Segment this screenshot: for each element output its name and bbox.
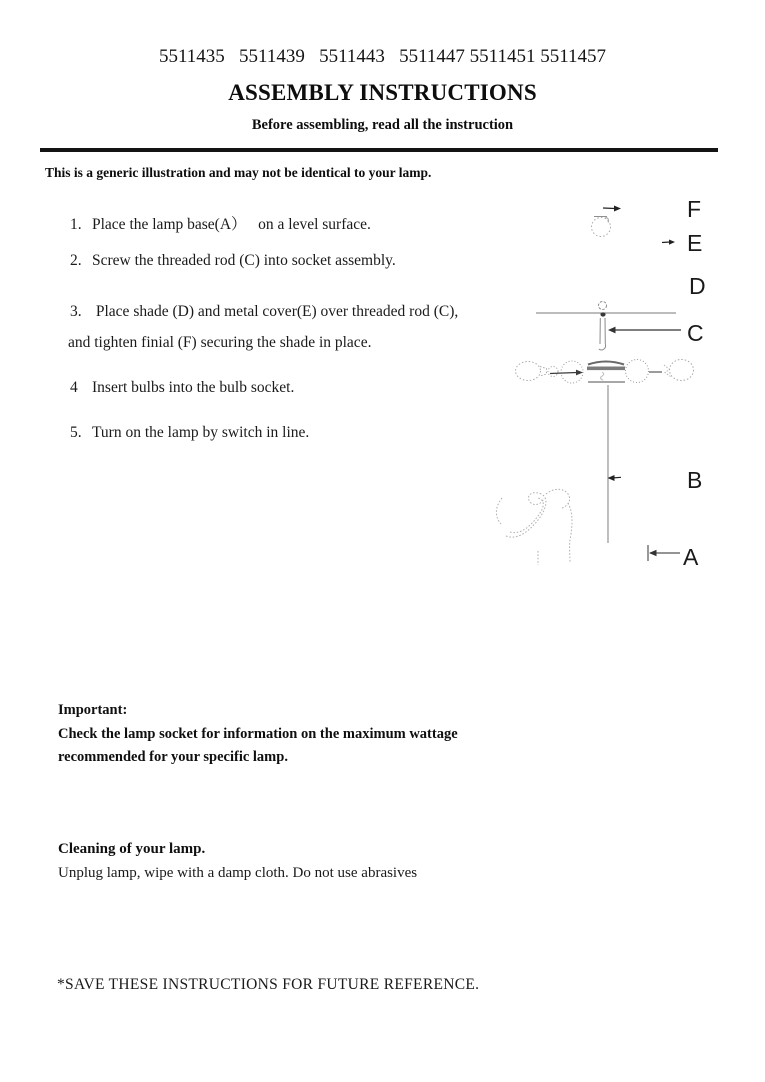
page-title: ASSEMBLY INSTRUCTIONS (228, 80, 537, 105)
pole-callout-arrow (608, 475, 622, 481)
step-3-text: Place shade (D) and metal cover(E) over threaded rod (C), (92, 303, 459, 320)
step-5-text: Turn on the lamp by switch in line. (92, 424, 310, 441)
step-3 (70, 303, 458, 321)
step-3-number: 3. (70, 303, 82, 320)
step-3-continued: and tighten finial (F) securing the shade in place. (68, 334, 372, 351)
cleaning-section (58, 838, 417, 885)
important-heading: Important: (58, 702, 128, 718)
finial-sketch (592, 217, 611, 237)
important-line-1: Check the lamp socket for information on the maximum wattage (58, 725, 458, 742)
cleaning-heading: Cleaning of your lamp. (58, 841, 206, 857)
step-2-text: Screw the threaded rod (C) into socket assembly. (92, 252, 396, 269)
cleaning-text: Unplug lamp, wipe with a damp cloth. Do not use abrasives (58, 864, 418, 881)
metal-cover-callout-arrow (662, 240, 675, 245)
center-cover-sketch (587, 362, 662, 383)
part-label-a: A (683, 544, 699, 570)
base-callout-arrow (648, 545, 680, 561)
save-instructions-note: *SAVE THESE INSTRUCTIONS FOR FUTURE REFERENCE. (57, 976, 480, 993)
threaded-rod-callout-arrow (608, 327, 681, 334)
step-1-number: 1. (70, 216, 82, 233)
generic-illustration-notice: This is a generic illustration and may not be identical to your lamp. (45, 165, 432, 180)
page-subtitle: Before assembling, read all the instruction (251, 117, 514, 133)
step-4-text: Insert bulbs into the bulb socket. (92, 379, 295, 396)
part-label-b: B (687, 467, 703, 493)
part-label-e: E (687, 230, 703, 256)
lamp-exploded-diagram (488, 188, 718, 583)
threaded-rod-sketch (599, 302, 607, 350)
part-label-f: F (687, 196, 702, 222)
step-4-number: 4 (70, 379, 78, 396)
important-line-2: recommended for your specific lamp. (58, 749, 288, 765)
model-numbers: 5511435 5511439 5511443 5511447 5511451 5511457 (158, 46, 607, 67)
right-bulb-sketch (670, 360, 694, 381)
bulb-insert-arrow (550, 370, 583, 376)
socket-assembly-sketch (516, 360, 694, 384)
step-1 (70, 212, 371, 234)
base-sketch (496, 489, 572, 565)
important-section (58, 699, 458, 770)
header-divider (40, 148, 718, 152)
right-socket-sketch (626, 360, 649, 383)
step-2-number: 2. (70, 252, 82, 269)
step-2 (70, 252, 396, 270)
step-4 (70, 379, 294, 397)
finial-callout-arrow (603, 206, 621, 212)
step-5-number: 5. (70, 424, 82, 441)
part-label-c: C (687, 320, 704, 346)
step-5 (70, 424, 309, 442)
left-bulb-sketch (516, 362, 541, 381)
part-label-d: D (689, 273, 706, 299)
step-1-text: Place the lamp base(A） on a level surface. (92, 216, 371, 233)
